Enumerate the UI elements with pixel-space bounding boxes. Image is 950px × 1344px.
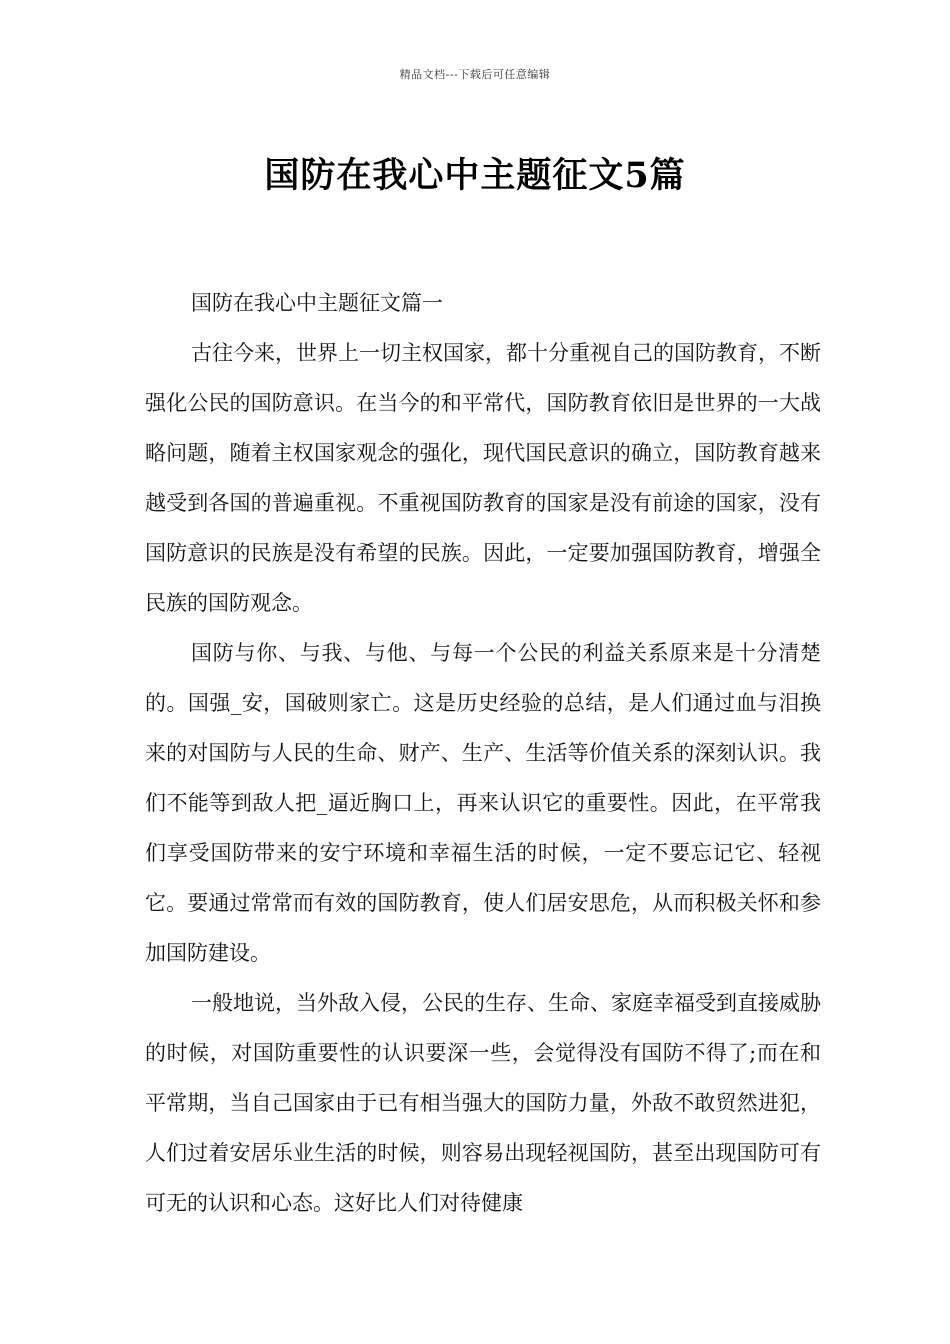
paragraph: 古往今来，世界上一切主权国家，都十分重视自己的国防教育，不断强化公民的国防意识。在当今的和平常代，国防教育依旧是世界的一大战略问题，随着主权国家观念的强化，现代国民意识的确立，国防教育越来越受到各国的普遍重视。不重视国防教育的国家是没有前途的国家，没有国防意识的民族是没有希望的民族。因此，一定要加强国防教育，增强全民族的国防观念。	[145, 341, 821, 615]
header-note: 精品文档---下载后可任意编辑	[399, 68, 551, 81]
document-body	[145, 278, 821, 1228]
paragraph: 一般地说，当外敌入侵，公民的生存、生命、家庭幸福受到直接威胁的时候，对国防重要性的认识要深一些，会觉得没有国防不得了;而在和平常期，当自己国家由于已有相当强大的国防力量，外敌不敢贸然进犯，人们过着安居乐业生活的时候，则容易出现轻视国防，甚至出现国防可有可无的认识和心态。这好比人们对待健康	[145, 991, 821, 1215]
section-heading: 国防在我心中主题征文篇一	[191, 291, 443, 315]
paragraph: 国防与你、与我、与他、与每一个公民的利益关系原来是十分清楚的。国强_安，国破则家亡。这是历史经验的总结，是人们通过血与泪换来的对国防与人民的生命、财产、生产、生活等价值关系的深刻认识。我们不能等到敌人把_逼近胸口上，再来认识它的重要性。因此，在平常我们享受国防带来的安宁环境和幸福生活的时候，一定不要忘记它、轻视它。要通过常常而有效的国防教育，使人们居安思危，从而积极关怀和参加国防建设。	[145, 641, 821, 965]
document-title: 国防在我心中主题征文5篇	[264, 155, 686, 197]
